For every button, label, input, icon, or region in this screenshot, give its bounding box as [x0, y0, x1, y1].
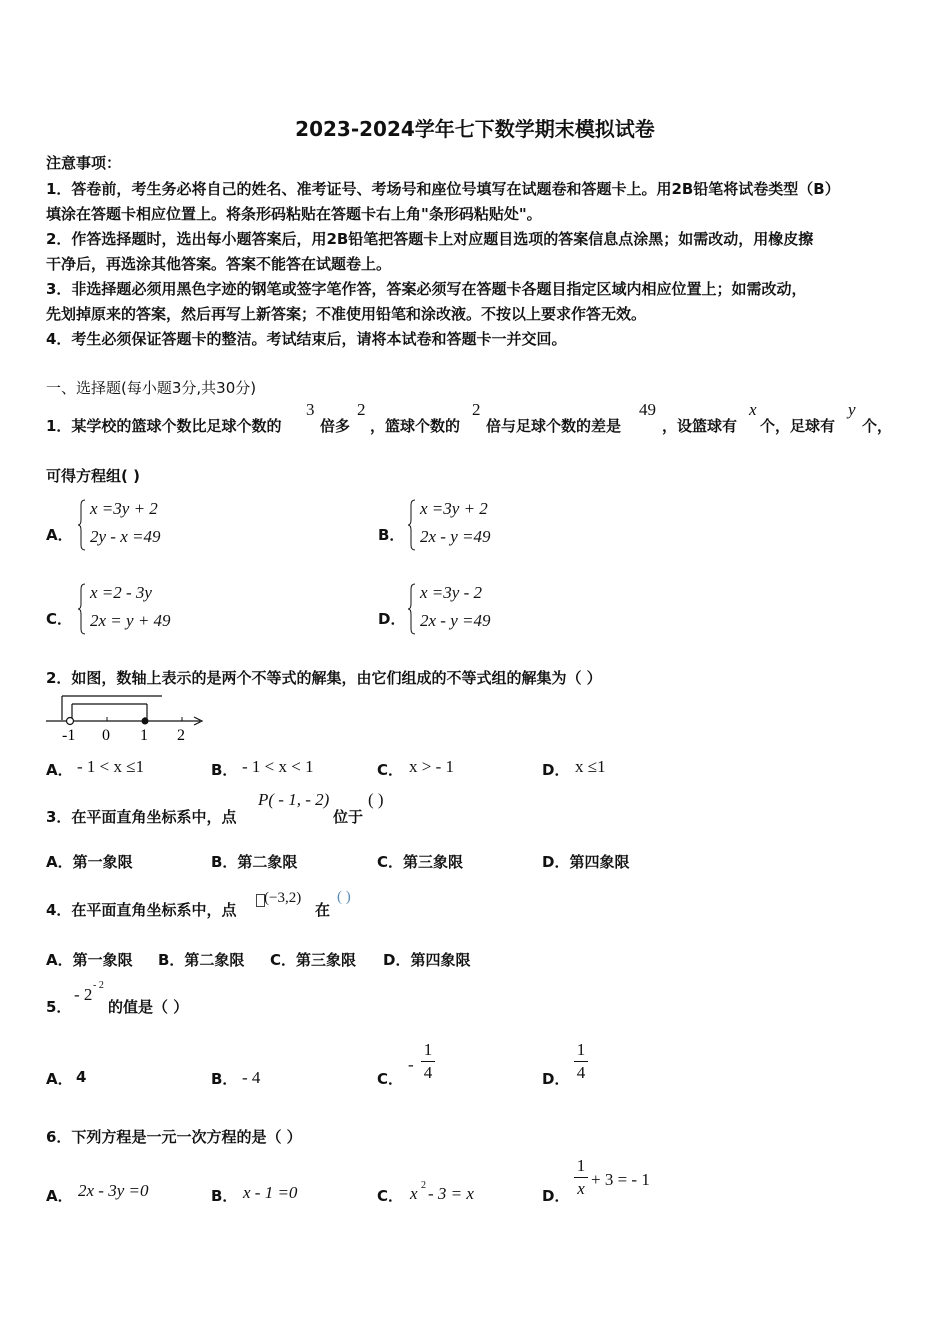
section-heading: 一、选择题(每小题3分,共30分)	[46, 379, 257, 397]
notice-line: 填涂在答题卡相应位置上。将条形码粘贴在答题卡右上角"条形码粘贴处"。	[46, 205, 542, 223]
option[interactable]: D．第四象限	[383, 951, 471, 969]
option-label[interactable]: D．	[542, 761, 570, 779]
q1-variable: x	[749, 400, 757, 419]
brace-icon	[408, 499, 416, 551]
notice-line: 干净后，再选涂其他答案。答案不能答在试题卷上。	[46, 255, 392, 273]
notice-line: 4．考生必须保证答题卡的整洁。考试结束后，请将本试卷和答题卡一并交回。	[46, 330, 567, 348]
option-label[interactable]: D．	[378, 610, 406, 628]
brace-icon	[408, 583, 416, 635]
numerator: 1	[576, 1040, 586, 1059]
tick-label: 2	[177, 727, 185, 743]
option-text: x - 1 =0	[243, 1183, 298, 1202]
q1-number: 2	[472, 400, 481, 419]
q1-text: 倍与足球个数的差是	[486, 417, 622, 435]
equation: x =2 - 3y	[90, 583, 152, 602]
point-coordinates: (−3,2)	[264, 890, 302, 906]
question-5-text: 的值是（ ）	[108, 998, 189, 1016]
option-label[interactable]: A．	[46, 526, 73, 544]
equation: x =3y + 2	[420, 499, 488, 518]
option-label[interactable]: C．	[46, 610, 73, 628]
option-text: x ≤1	[575, 757, 606, 776]
equation: 2y - x =49	[90, 527, 161, 546]
option[interactable]: C．第三象限	[377, 853, 464, 871]
q1-text: 倍多	[320, 417, 351, 435]
option-text: - 1 < x ≤1	[77, 757, 145, 776]
option[interactable]: D．第四象限	[542, 853, 630, 871]
option-label[interactable]: A．	[46, 1070, 73, 1088]
q1-text: 可得方程组( )	[46, 467, 140, 485]
option-text: - 1 < x < 1	[242, 757, 314, 776]
page-title: 2023-2024学年七下数学期末模拟试卷	[295, 117, 655, 141]
equation: 2x = y + 49	[90, 611, 171, 630]
fraction-bar	[574, 1061, 588, 1062]
option-label[interactable]: B．	[211, 761, 238, 779]
tick-label: -1	[62, 727, 76, 743]
option[interactable]: B．第二象限	[158, 951, 245, 969]
q1-text: 个，足球有	[760, 417, 836, 435]
option-label[interactable]: C．	[377, 761, 404, 779]
equation: x =3y - 2	[420, 583, 482, 602]
answer-paren: ( )	[368, 790, 384, 809]
numerator: 1	[576, 1156, 586, 1175]
option-label[interactable]: B．	[378, 526, 405, 544]
option-text: 4	[76, 1068, 87, 1086]
option-label[interactable]: A．	[46, 761, 73, 779]
q1-text: 1．某学校的篮球个数比足球个数的	[46, 417, 282, 435]
brace-icon	[78, 583, 86, 635]
question-2: 2．如图，数轴上表示的是两个不等式的解集，由它们组成的不等式组的解集为（ ）	[46, 669, 602, 687]
question-6: 6．下列方程是一元一次方程的是（ ）	[46, 1128, 302, 1146]
notice-line: 3．非选择题必须用黑色字迹的钢笔或签字笔作答，答案必须写在答题卡各题目指定区域内相应位置上；如需改动，	[46, 280, 807, 298]
q1-number: 2	[357, 400, 366, 419]
option-label[interactable]: D．	[542, 1187, 570, 1205]
option-text: x > - 1	[409, 757, 454, 776]
minus-sign: -	[408, 1055, 414, 1074]
brace-icon	[78, 499, 86, 551]
filled-circle-icon	[142, 718, 149, 725]
tick-label: 0	[102, 727, 110, 743]
option-label[interactable]: B．	[211, 1070, 238, 1088]
equation: x =3y + 2	[90, 499, 158, 518]
option-label[interactable]: C．	[377, 1187, 404, 1205]
option-label[interactable]: D．	[542, 1070, 570, 1088]
option-label[interactable]: A．	[46, 1187, 73, 1205]
q1-text: ，设篮球有	[662, 417, 738, 435]
option-text: - 4	[242, 1068, 261, 1087]
fraction-bar	[421, 1061, 435, 1062]
fraction	[574, 1040, 588, 1083]
option[interactable]: A．第一象限	[46, 853, 133, 871]
superscript: 2	[421, 1180, 426, 1191]
question-3: 3．在平面直角坐标系中，点	[46, 808, 237, 826]
denominator: x	[577, 1179, 585, 1198]
power-base: - 2	[74, 985, 93, 1004]
number-line-figure	[42, 693, 207, 743]
equation: 2x - y =49	[420, 611, 491, 630]
q1-text: 个，	[862, 417, 893, 435]
answer-paren: ( )	[337, 889, 351, 905]
q1-variable: y	[848, 400, 856, 419]
notice-line: 先划掉原来的答案，然后再写上新答案；不准使用铅笔和涂改液。不按以上要求作答无效。	[46, 305, 647, 323]
option[interactable]: B．第二象限	[211, 853, 298, 871]
option-label[interactable]: B．	[211, 1187, 238, 1205]
open-circle-icon	[67, 718, 74, 725]
question-4-text: 在	[315, 901, 331, 919]
option[interactable]: C．第三象限	[270, 951, 357, 969]
fraction	[421, 1040, 435, 1083]
option[interactable]: A．第一象限	[46, 951, 133, 969]
q1-number: 49	[639, 400, 656, 419]
notice-heading: 注意事项：	[46, 154, 122, 172]
option-text: 2x - 3y =0	[78, 1181, 149, 1200]
option-text: - 3 = x	[428, 1184, 474, 1203]
denominator: 4	[423, 1063, 433, 1082]
option-text-base: x	[410, 1184, 418, 1203]
power-exponent: - 2	[93, 980, 104, 991]
fraction	[574, 1156, 588, 1199]
fraction-bar	[574, 1177, 588, 1178]
equation: 2x - y =49	[420, 527, 491, 546]
q1-number: 3	[306, 400, 315, 419]
denominator: 4	[576, 1063, 586, 1082]
question-5-number: 5．	[46, 998, 72, 1016]
numerator: 1	[423, 1040, 433, 1059]
option-text: + 3 = - 1	[591, 1170, 650, 1189]
q1-text: ，篮球个数的	[370, 417, 461, 435]
tick-label: 1	[140, 727, 148, 743]
notice-line: 2．作答选择题时，选出每小题答案后，用2B铅笔把答题卡上对应题目选项的答案信息点涂黑；如需改动，用橡皮擦	[46, 230, 814, 248]
option-label[interactable]: C．	[377, 1070, 404, 1088]
point-coordinates: P( - 1, - 2)	[258, 790, 330, 809]
question-3-text: 位于	[333, 808, 364, 826]
question-4: 4．在平面直角坐标系中，点	[46, 901, 237, 919]
notice-line: 1．答卷前，考生务必将自己的姓名、准考证号、考场号和座位号填写在试题卷和答题卡上。用2B铅笔将试卷类型（B）	[46, 180, 840, 198]
